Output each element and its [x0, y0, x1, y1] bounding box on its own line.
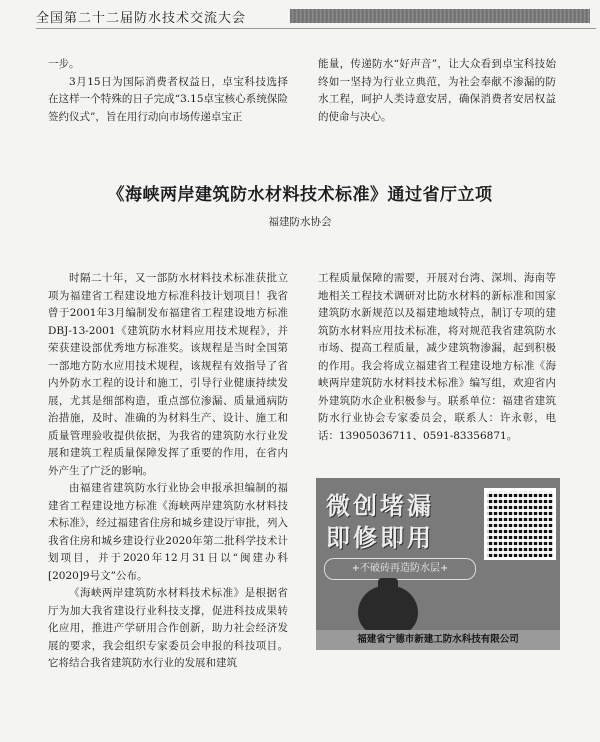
previous-article-paragraph: 一步。 [48, 58, 80, 70]
header-divider [36, 28, 596, 29]
article-left-column [48, 270, 288, 673]
money-bag-icon [358, 586, 418, 636]
previous-article-paragraph: 3月15日为国际消费者权益日，卓宝科技选择在这样一个特殊的日子完成“3.15卓宝核心系统保险签约仪式”，旨在用行动向市场传递卓宝正 [48, 75, 288, 123]
advertisement [316, 478, 560, 650]
page-header [0, 0, 600, 30]
article-paragraph: 《海峡两岸建筑防水材料技术标准》是根据省厅为加大我省建设行业科技支撑，促进科技成果转化应用，推进产学研用合作创新，助力社会经济发展的要求，我会组织专家委员会申报的科技项目。它将结合我省建筑防水行业的发展和建筑 [48, 587, 288, 669]
article-paragraph: 时隔二十年，又一部防水材料技术标准获批立项为福建省工程建设地方标准科技计划项目！我省曾于2001年3月编制发布福建省工程建设地方标准DBJ-13-2001《建筑防水材料应用技术规程》，并荣获建设部优秀地方标准奖。该规程是当时全国第一部地方防水应用技术规程，该规程有效指导了省内外防水工程的设计和施工，引导行业健康持续发展，尤其是细部构造，重点部位渗漏、质量通病防治措施，及时、准确的为材料生产、设计、施工和质量管理验收提供依据，为我省的建筑防水行业发展和建筑工程质量保障发挥了重要的作用，在省内外产生了广泛的影响。 [48, 272, 288, 477]
previous-article-paragraph: 能量，传递防水“好声音”，让大众看到卓宝科技始终如一坚持为行业立典范，为社会奉献不渗漏的防水工程，呵护人类诗意安居，确保消费者安居权益的使命与决心。 [318, 58, 556, 123]
ad-slogan-line2: 即修即用 [326, 524, 434, 552]
ad-tagline: +不破砖再造防水层+ [324, 558, 476, 580]
previous-article-left-column [48, 56, 288, 126]
qr-code-icon [484, 488, 556, 560]
previous-article-right-column [318, 56, 556, 126]
conference-title: 全国第二十二届防水技术交流大会 [36, 11, 247, 26]
article-title: 《海峡两岸建筑防水材料技术标准》通过省厅立项 [107, 185, 493, 205]
ad-company-name: 福建省宁德市新建工防水科技有限公司 [316, 630, 560, 650]
header-decorative-bar [290, 9, 590, 23]
ad-slogan-line1: 微创堵漏 [326, 492, 434, 520]
article-right-column [318, 270, 556, 445]
article-paragraph: 由福建省建筑防水行业协会申报承担编制的福建省工程建设地方标准《海峡两岸建筑防水材料技术标准》，经过福建省住房和城乡建设厅审批，列入我省住房和城乡建设行业2020年第二批科学技术计划项目，并于2020年12月31日以“闽建办科[2020]9号文”公布。 [48, 482, 288, 582]
article-author: 福建防水协会 [268, 216, 332, 228]
article-paragraph: 工程质量保障的需要，开展对台湾、深圳、海南等地相关工程技术调研对比防水材料的新标准和国家建筑防水新规范以及福建地域特点，制订专项的建筑防水材料应用技术标准，将对规范我省建筑防水市场、提高工程质量，减少建筑物渗漏，起到积极的作用。我会将成立福建省工程建设地方标准《海峡两岸建筑防水材料技术标准》编写组，欢迎省内外建筑防水企业积极参与。联系单位：福建省建筑防水行业协会专家委员会，联系人：许永彰，电话：13905036711、0591-83356871。 [318, 272, 556, 442]
